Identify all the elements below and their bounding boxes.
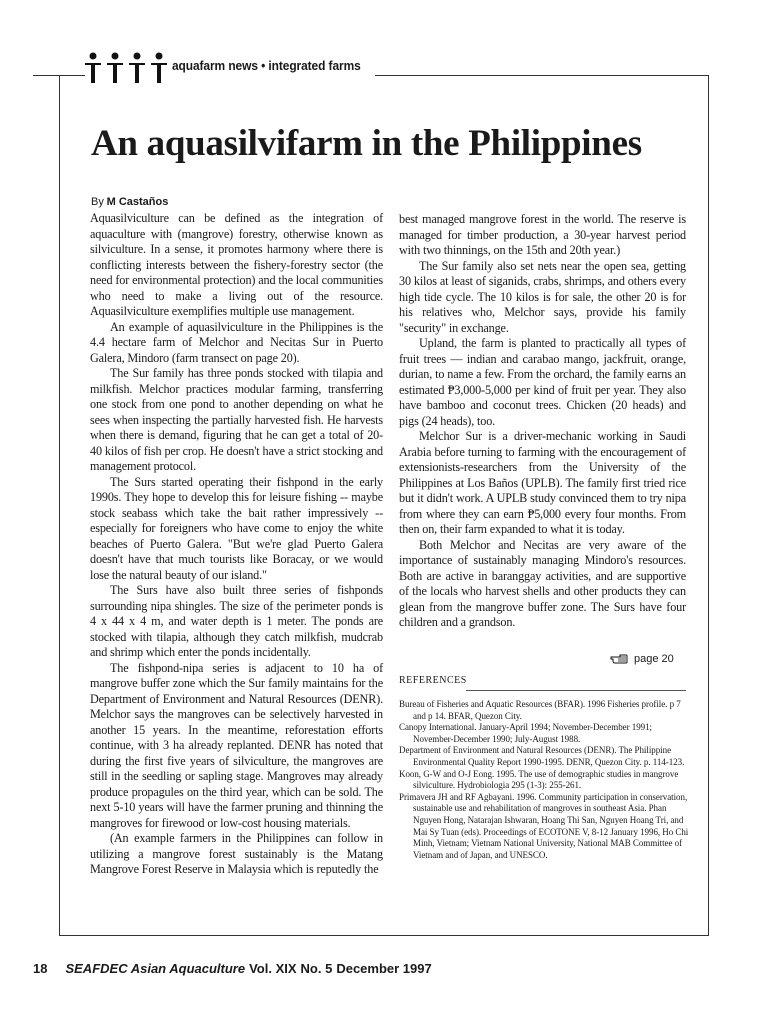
references-rule (466, 690, 686, 691)
paragraph: The Sur family also set nets near the open sea, getting 30 kilos at least of siganids, crabs, shrimps, and others every high tide cycle. The 10 kilos is for sale, the other 20 is for his relatives who, Melchor says, provide his family "security" in exchange. (399, 258, 686, 335)
frame-top-rule-left (33, 75, 85, 76)
paragraph: The Sur family has three ponds stocked with tilapia and milkfish. Melchor practices modular farming, transferring one stock from one pond to another depending on what he sees when inspecting the partially harvested fish. He harvests when there is demand, figuring that he can get a total of 20-40 kilos of fish per crop. He doesn't have a strict stocking and management protocol. (90, 366, 383, 473)
byline (91, 196, 168, 208)
pointing-hand-icon (610, 654, 628, 664)
four-people-figures-icon (84, 52, 168, 84)
paragraph: Upland, the farm is planted to practically all types of fruit trees — indian and carabao mango, jackfruit, orange, durian, to name a few. From the orchard, the family earns an estimated ₱3,000-5,000 per kind of fruit per year. They also have bamboo and coconut trees. Chicken (20 heads) and pigs (24 heads), too. (399, 336, 686, 428)
publication-info (65, 961, 431, 976)
issue-number: No. 5 (300, 961, 333, 976)
author-name: M Castaños (106, 196, 169, 208)
references-heading: REFERENCES (399, 675, 467, 686)
left-column (90, 211, 383, 878)
paragraph: (An example farmers in the Philippines can follow in utilizing a mangrove forest sustainably is the Matang Mangrove Forest Reserve in Malaysia which is reputedly the (90, 831, 383, 876)
paragraph: Melchor Sur is a driver-mechanic working in Saudi Arabia before turning to farming with the encouragement of extensionists-researchers from the University of the Philippines at Los Baños (UPLB). The family first tried rice but it didn't work. A UPLB study convinced them to try nipa from where they can earn ₱5,000 every four months. From then on, their farm expanded to what it is today. (399, 429, 686, 536)
right-column (399, 212, 686, 631)
paragraph: The Surs started operating their fishpond in the early 1990s. They hope to develop this for leisure fishing -- maybe stock seabass which take the bait rather impressively -- especially for foreigners who have come to enjoy the white beaches of Puerto Galera. "But we're glad Puerto Galera doesn't have that much tourists like Boracay, or we would lose the natural beauty of our island." (90, 474, 383, 582)
reference-item: Koon, G-W and O-J Eong. 1995. The use of demographic studies in mangrove silviculture. Hydrobiologia 295 (1-3): 255-261. (399, 768, 679, 791)
paragraph: Both Melchor and Necitas are very aware of the importance of sustainably managing Mindoro's resources. Both are active in baranggay activities, and are supportive of the locals who harvest shells and other products they can glean from the mangrove buffer zone. The Surs have four children and a grandson. (399, 537, 686, 629)
paragraph: An example of aquasilviculture in the Philippines is the 4.4 hectare farm of Melchor and Necitas Sur in Puerto Galera, Mindoro (farm transect on page 20). (90, 319, 383, 365)
issue-date: December 1997 (336, 961, 432, 976)
page-number: 18 (33, 961, 48, 976)
continued-label: page 20 (634, 653, 674, 665)
paragraph: The fishpond-nipa series is adjacent to 10 ha of mangrove buffer zone which the Sur family maintains for the Department of Environment and Natural Resources (DENR). Melchor says the mangroves can be selectively harvested in another 15 years. In the meantime, reforestation efforts continue, with 3 ha already replanted. DENR has noted that during the first five years of silviculture, the mangroves are still in the seedling or sapling stage. Mangroves may already produce propagules on the third year, which can be sold. The next 5-10 years will have the farmer pruning and thinning the mangroves for firewood or low-cost housing materials. (90, 660, 383, 830)
reference-item: Primavera JH and RF Agbayani. 1996. Community participation in conservation, sustainable use and rehabilitation of mangroves in southeast Asia. Phan Nguyen Hong, Natarajan Ishwaran, Hoang Thi San, Nguyen Hoang Tri, and Mai Sy Tuan (eds). Proceedings of ECOTONE V, 8-12 January 1996, Ho Chi Minh, Vietnam; Vietnam National University, National MAB Committee of Vietnam and of Japan, and UNESCO. (399, 791, 689, 860)
magazine-name: SEAFDEC Asian Aquaculture (65, 961, 246, 976)
paragraph: The Surs have also built three series of fishponds surrounding nipa shingles. The size of the perimeter ponds is 4 x 44 x 4 m, and water depth is 1 meter. The ponds are stocked with tilapia, although they catch milkfish, mudcrab and shrimp which enter the ponds incidentally. (90, 583, 383, 659)
byline-prefix: By (91, 196, 104, 208)
article-title: An aquasilvifarm in the Philippines (91, 123, 642, 164)
paragraph: Aquasilviculture can be defined as the integration of aquaculture with (mangrove) forestry, otherwise known as silviculture. In a sense, it promotes harmony where there is conflicting interests between the fishery-forestry sector (the need for environmental protection) and the local communities who need to make a living out of the resource. Aquasilviculture exemplifies multiple use management. (90, 211, 383, 318)
reference-item: Bureau of Fisheries and Aquatic Resources (BFAR). 1996 Fisheries profile. p 7 and p 14. BFAR, Quezon City. (399, 699, 681, 721)
frame-top-rule-right (375, 75, 708, 76)
reference-item: Canopy International. January-April 1994; November-December 1991; November-December 1990; July-August 1988. (399, 722, 652, 744)
paragraph: best managed mangrove forest in the world. The reserve is managed for timber production, a 30-year harvest period with two thinnings, on the 15th and 20th year.) (399, 212, 686, 257)
references-list (399, 699, 689, 861)
section-header: aquafarm news • integrated farms (172, 58, 361, 73)
page-footer (33, 961, 432, 976)
reference-item: Department of Environment and Natural Resources (DENR). The Philippine Environmental Quality Report 1990-1995. DENR, Quezon City. p. 114-123. (399, 745, 685, 767)
continued-on-link[interactable] (610, 653, 674, 665)
volume: Vol. XIX (249, 961, 297, 976)
